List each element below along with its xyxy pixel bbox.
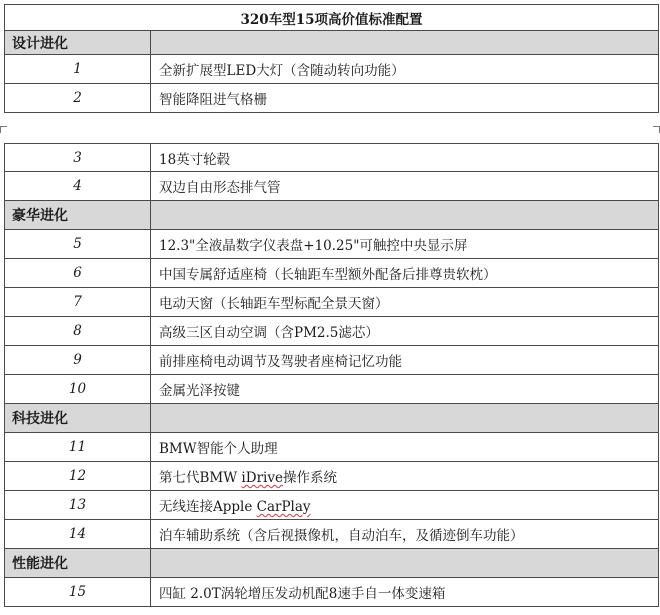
section-label-design: 设计进化 bbox=[5, 31, 151, 55]
table-row bbox=[5, 578, 659, 607]
table-title: 320车型15项高价值标准配置 bbox=[5, 5, 659, 31]
item-feature: 金属光泽按键 bbox=[151, 375, 659, 404]
title-row bbox=[5, 5, 659, 31]
section-filler bbox=[151, 404, 659, 433]
section-filler bbox=[151, 201, 659, 230]
page-corner-mark-right bbox=[653, 126, 660, 133]
item-number: 14 bbox=[5, 520, 151, 549]
item-number: 3 bbox=[5, 144, 151, 172]
table-row bbox=[5, 375, 659, 404]
table-row bbox=[5, 462, 659, 491]
spellcheck-underlined-word: iDrive bbox=[241, 470, 283, 486]
spellcheck-underlined-word: CarPlay bbox=[256, 499, 311, 515]
table-row bbox=[5, 433, 659, 462]
item-feature: 智能降阻进气格栅 bbox=[151, 84, 659, 113]
item-feature: BMW智能个人助理 bbox=[151, 433, 659, 462]
spec-table-bottom bbox=[4, 143, 659, 607]
item-number: 1 bbox=[5, 55, 151, 84]
table-row bbox=[5, 491, 659, 520]
item-number: 13 bbox=[5, 491, 151, 520]
section-row-performance bbox=[5, 549, 659, 578]
table-row bbox=[5, 144, 659, 172]
table-row bbox=[5, 230, 659, 259]
item-feature: 全新扩展型LED大灯（含随动转向功能） bbox=[151, 55, 659, 84]
item-number: 7 bbox=[5, 288, 151, 317]
table-row bbox=[5, 259, 659, 288]
item-number: 9 bbox=[5, 346, 151, 375]
item-number: 11 bbox=[5, 433, 151, 462]
item-feature: 前排座椅电动调节及驾驶者座椅记忆功能 bbox=[151, 346, 659, 375]
item-feature: 18英寸轮毂 bbox=[151, 144, 659, 172]
section-row-tech bbox=[5, 404, 659, 433]
section-row-design bbox=[5, 31, 659, 55]
item-feature: 四缸 2.0T涡轮增压发动机配8速手自一体变速箱 bbox=[151, 578, 659, 607]
section-filler bbox=[151, 549, 659, 578]
item-number: 6 bbox=[5, 259, 151, 288]
item-number: 4 bbox=[5, 172, 151, 201]
table-row bbox=[5, 84, 659, 113]
item-number: 2 bbox=[5, 84, 151, 113]
item-feature: 双边自由形态排气管 bbox=[151, 172, 659, 201]
item-feature bbox=[151, 462, 659, 491]
spec-table-top bbox=[4, 4, 659, 113]
table-row bbox=[5, 288, 659, 317]
item-number: 8 bbox=[5, 317, 151, 346]
section-row-luxury bbox=[5, 201, 659, 230]
table-row bbox=[5, 520, 659, 549]
item-feature: 中国专属舒适座椅（长轴距车型额外配备后排尊贵软枕） bbox=[151, 259, 659, 288]
section-label-performance: 性能进化 bbox=[5, 549, 151, 578]
item-feature: 高级三区自动空调（含PM2.5滤芯） bbox=[151, 317, 659, 346]
table-row bbox=[5, 172, 659, 201]
item-number: 15 bbox=[5, 578, 151, 607]
item-feature-text: 无线连接Apple bbox=[159, 499, 257, 515]
section-label-luxury: 豪华进化 bbox=[5, 201, 151, 230]
section-filler bbox=[151, 31, 659, 55]
item-number: 12 bbox=[5, 462, 151, 491]
item-feature: 电动天窗（长轴距车型标配全景天窗） bbox=[151, 288, 659, 317]
section-label-tech: 科技进化 bbox=[5, 404, 151, 433]
item-feature-text: 操作系统 bbox=[282, 470, 337, 486]
page-corner-mark-left bbox=[0, 126, 7, 133]
table-row bbox=[5, 346, 659, 375]
item-feature: 泊车辅助系统（含后视摄像机，自动泊车，及循迹倒车功能） bbox=[151, 520, 659, 549]
table-row bbox=[5, 317, 659, 346]
item-feature-text: 第七代BMW bbox=[159, 470, 242, 486]
item-number: 5 bbox=[5, 230, 151, 259]
item-number: 10 bbox=[5, 375, 151, 404]
item-feature bbox=[151, 491, 659, 520]
table-row bbox=[5, 55, 659, 84]
item-feature: 12.3"全液晶数字仪表盘+10.25"可触控中央显示屏 bbox=[151, 230, 659, 259]
